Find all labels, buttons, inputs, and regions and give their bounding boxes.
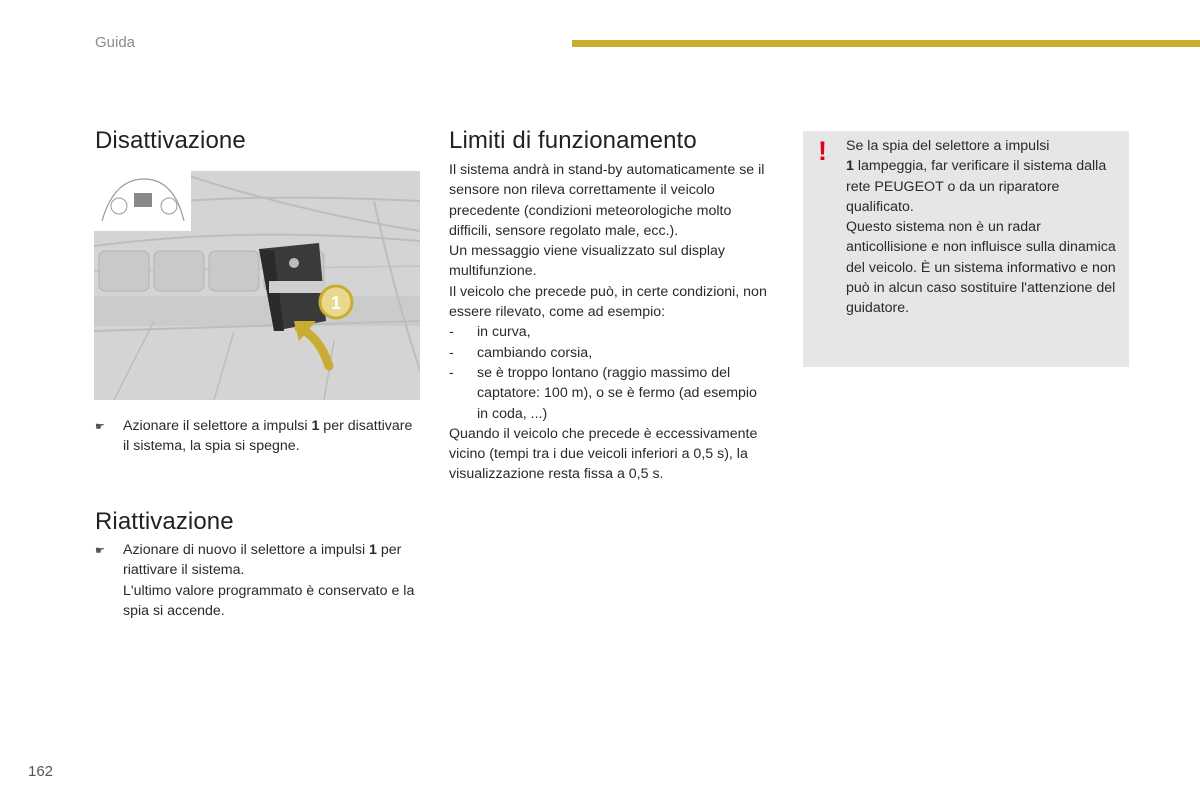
page-number: 162 [28, 763, 54, 780]
warning-text-part: Se la spia del selettore a impulsi [846, 138, 1050, 154]
figure-callout-number: 1 [330, 293, 342, 313]
pointing-hand-icon: ☛ [95, 421, 105, 433]
list-item-text: se è troppo lontano (raggio massimo del captatore: 100 m), o se è fermo (ad esempio in coda, ...) [477, 364, 757, 422]
warning-paragraph-1 [846, 136, 1122, 217]
list-item [449, 363, 771, 424]
dash-marker: - [449, 324, 454, 341]
bullet-bold-number: 1 [369, 542, 377, 558]
header-accent-bar [572, 40, 1200, 47]
conditions-list [449, 322, 771, 423]
warning-paragraph-2: Questo sistema non è un radar anticollisione e non influisce sulla dinamica del veicolo. È un sistema informativo e non può in alcun caso sostituire l'attenzione del guidatore. [846, 219, 1116, 317]
heading-riattivazione: Riattivazione [95, 508, 234, 535]
dash-marker: - [449, 364, 454, 381]
paragraph-message: Un messaggio viene visualizzato sul display multifunzione. [449, 243, 726, 280]
bullet-text-extra: L'ultimo valore programmato è conservato e la spia si accende. [123, 582, 415, 619]
heading-disattivazione: Disattivazione [95, 127, 246, 154]
warning-exclamation-icon: ! [818, 136, 827, 166]
heading-limiti: Limiti di funzionamento [449, 127, 697, 154]
dash-marker: - [449, 344, 454, 361]
list-item-text: in curva, [477, 324, 531, 341]
list-item [449, 322, 771, 342]
bullet-text: per riattivare il sistema. [123, 542, 402, 579]
section-label: Guida [95, 34, 136, 51]
warning-bold-number: 1 [846, 158, 854, 175]
list-item [449, 343, 771, 363]
list-item-text: cambiando corsia, [477, 344, 593, 361]
bullet-text: Azionare di nuovo il selettore a impulsi [123, 542, 370, 558]
bullet-disattivare [95, 416, 413, 457]
pointing-hand-icon: ☛ [95, 545, 105, 557]
bullet-text: Azionare il selettore a impulsi [123, 418, 312, 434]
dashboard-illustration [94, 171, 420, 400]
paragraph-not-detected: Il veicolo che precede può, in certe condizioni, non essere rilevato, come ad esempio: [449, 283, 767, 321]
paragraph-too-close: Quando il veicolo che precede è eccessivamente vicino (tempi tra i due veicoli inferiori a 0,5 s), la visualizzazione resta fissa a 0,5 s. [449, 425, 758, 483]
bullet-bold-number: 1 [311, 418, 320, 434]
paragraph-standby: Il sistema andrà in stand-by automaticamente se il sensore non rileva correttamente il veicolo precedente (condizioni meteorologiche molto difficili, sensore regolato male, ecc.). [449, 162, 765, 239]
bullet-riattivare [95, 540, 418, 621]
limiti-body [449, 160, 771, 485]
warning-text [846, 136, 1122, 319]
bullet-text: per disattivare il sistema, la spia si spegne. [123, 418, 413, 455]
warning-text-part: lampeggia, far verificare il sistema dalla rete PEUGEOT o da un riparatore qualificato. [846, 158, 1107, 215]
